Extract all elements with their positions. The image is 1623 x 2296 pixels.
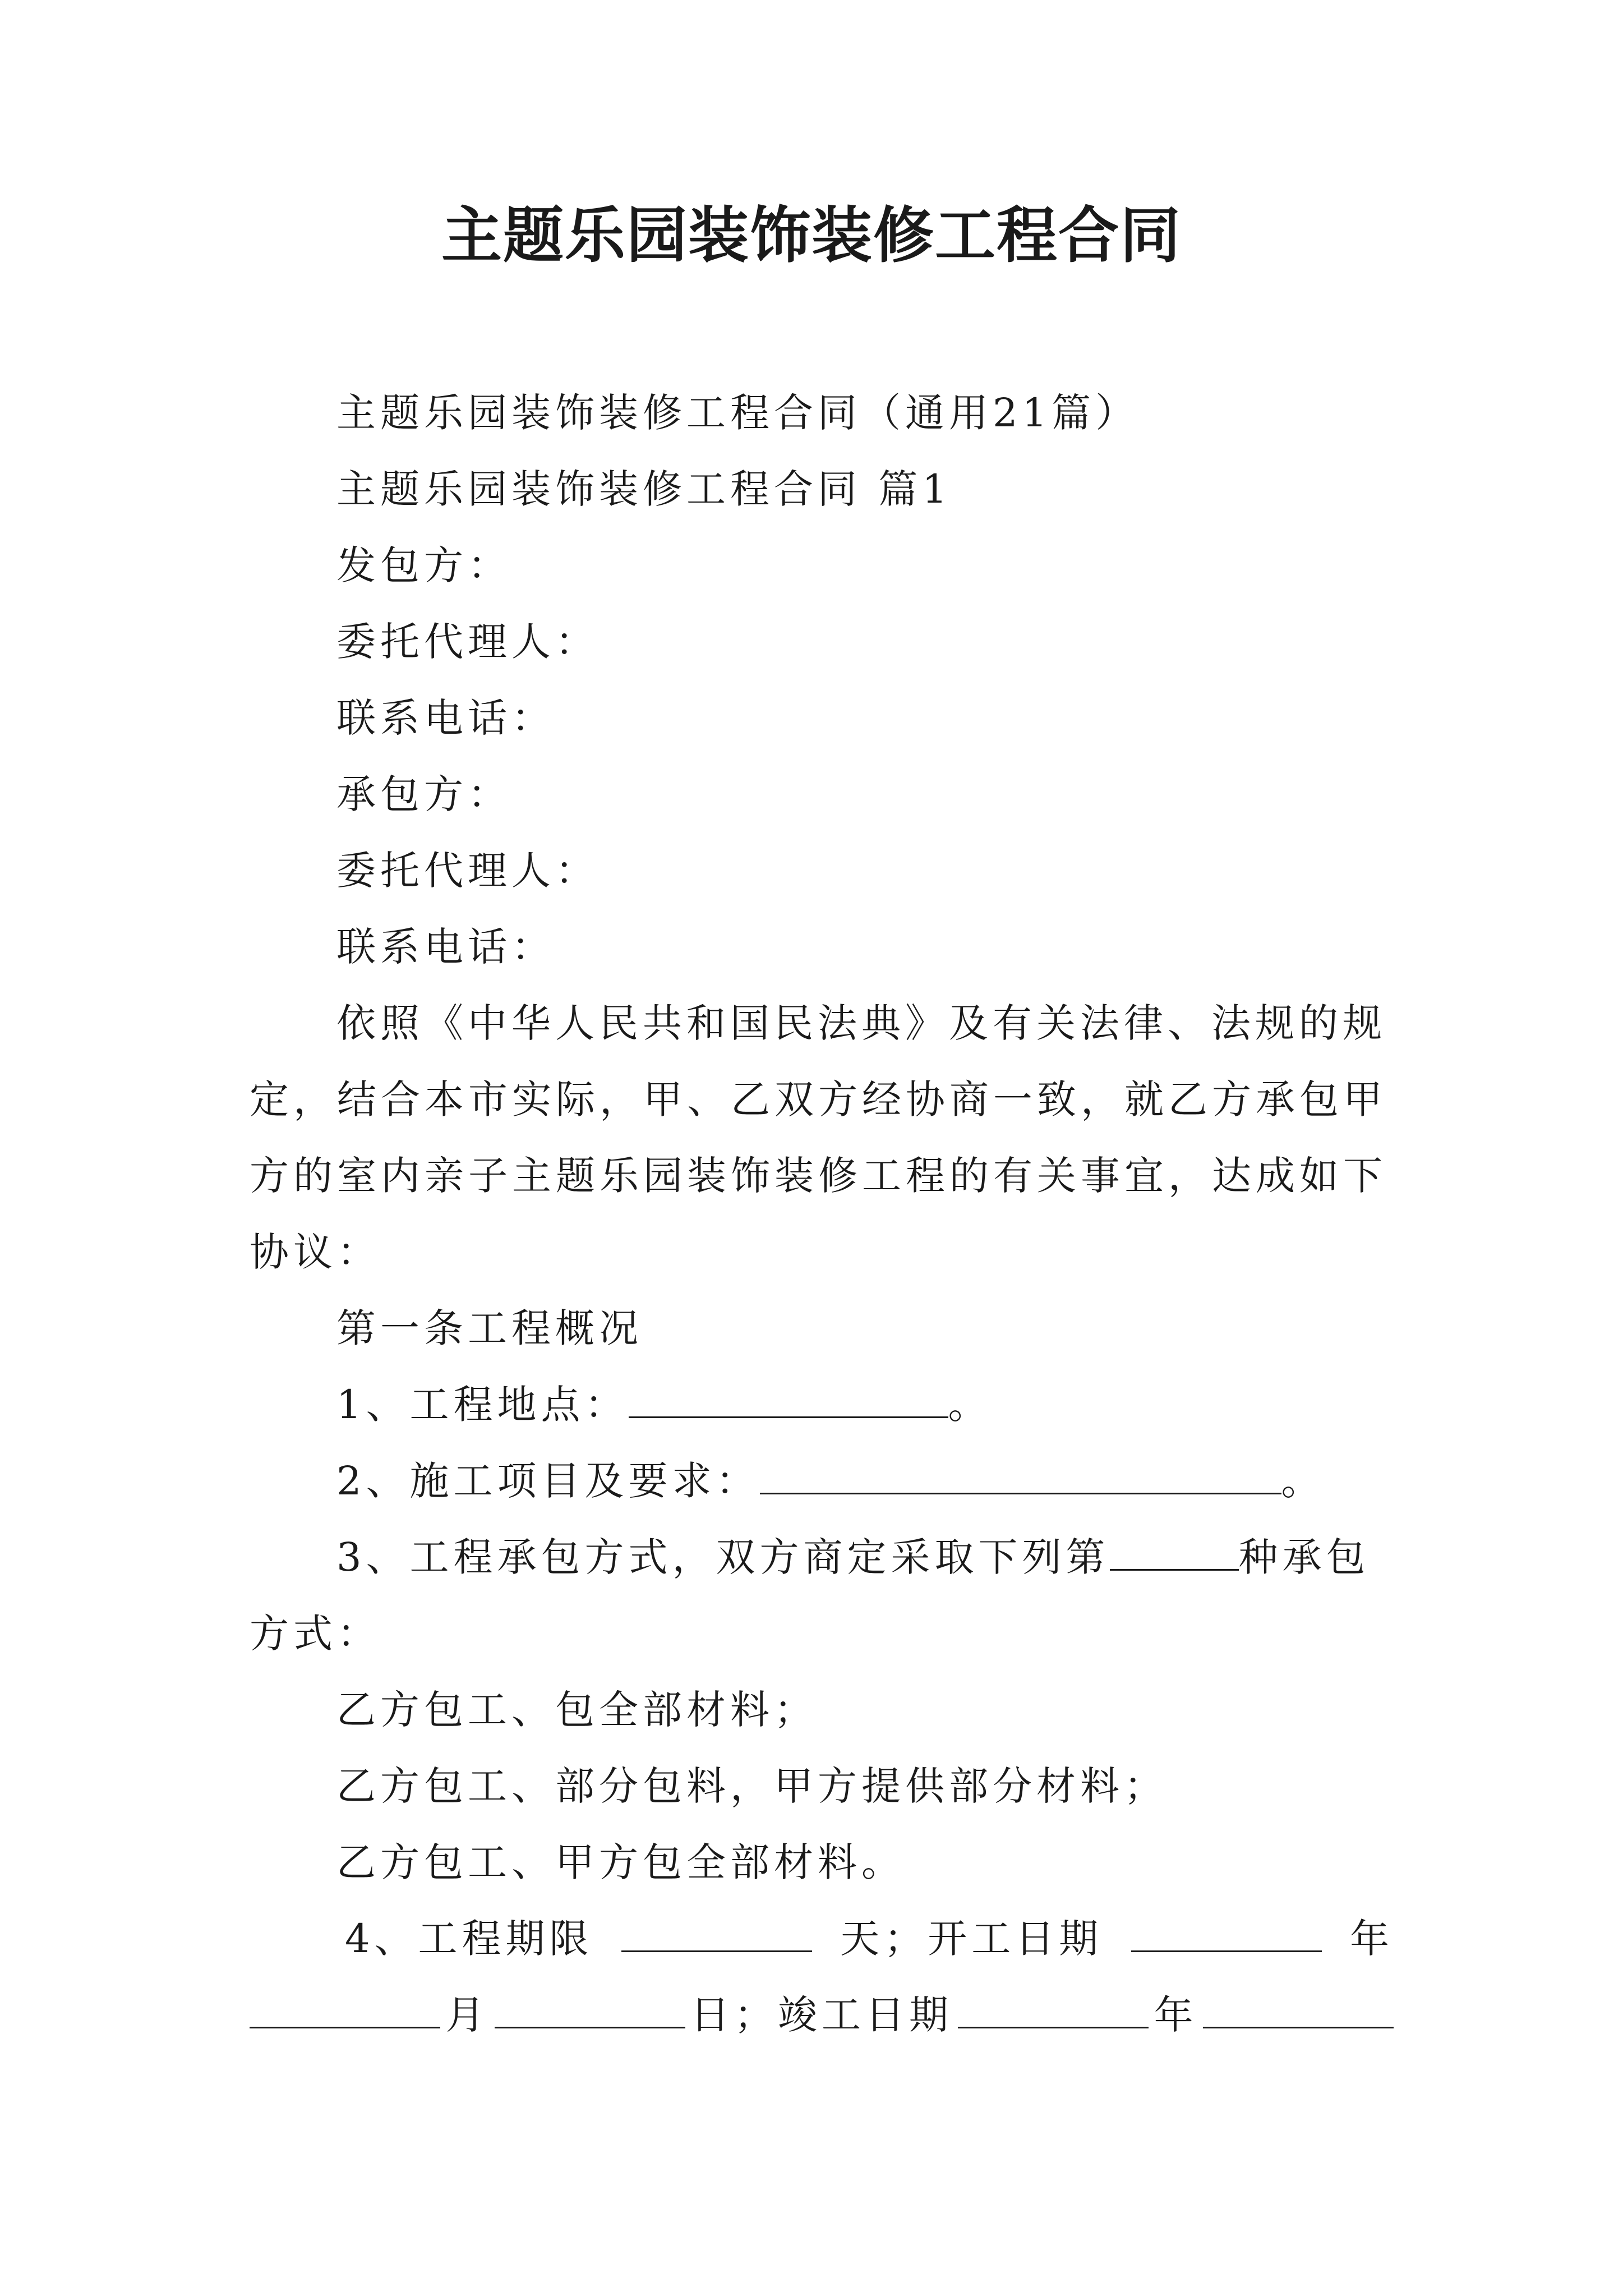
preamble-line-4: 协议： xyxy=(250,1229,381,1275)
mode-option-3: 乙方包工、甲方包全部材料。 xyxy=(336,1839,905,1885)
document-body xyxy=(250,375,1394,2053)
party-a-label: 发包方： xyxy=(336,542,511,588)
preamble-line-1: 依照《中华人民共和国民法典》及有关法律、法规的规 xyxy=(336,1000,1386,1046)
party-b-agent-label: 委托代理人： xyxy=(336,848,599,894)
start-month-blank[interactable] xyxy=(250,1992,440,2028)
mode-option-1: 乙方包工、包全部材料； xyxy=(336,1687,818,1733)
item-3-part1: 3、工程承包方式，双方商定采取下列第 xyxy=(336,1534,1110,1580)
item-4-day-1: 日；竣工日期 xyxy=(690,1992,953,2038)
document-subtitle: 主题乐园装饰装修工程合同（通用21篇） xyxy=(336,390,1140,436)
location-blank[interactable] xyxy=(629,1382,948,1418)
project-blank[interactable] xyxy=(760,1458,1281,1494)
item-2-end: 。 xyxy=(1281,1458,1325,1504)
item-4-line-1 xyxy=(250,1901,1394,1977)
party-b-phone-label: 联系电话： xyxy=(336,924,555,970)
item-1-end: 。 xyxy=(948,1382,992,1428)
item-2-text: 2、施工项目及要求： xyxy=(336,1458,760,1504)
item-3-part2: 种承包 xyxy=(1238,1534,1370,1580)
item-4-year-1: 年 xyxy=(1349,1916,1394,1962)
days-blank[interactable] xyxy=(621,1916,812,1952)
start-day-blank[interactable] xyxy=(495,1992,685,2028)
party-b-label: 承包方： xyxy=(336,771,511,817)
article-1-heading: 第一条工程概况 xyxy=(336,1305,643,1351)
mode-blank[interactable] xyxy=(1110,1534,1239,1571)
document-title: 主题乐园装饰装修工程合同 xyxy=(441,200,1182,271)
item-4-year-2: 年 xyxy=(1154,1992,1198,2038)
item-3-line xyxy=(250,1519,1394,1595)
end-month-blank[interactable] xyxy=(1203,1992,1394,2028)
section-heading: 主题乐园装饰装修工程合同 篇1 xyxy=(336,466,952,512)
item-4-days: 天；开工日期 xyxy=(840,1916,1103,1962)
item-1-line xyxy=(250,1366,1394,1443)
item-4-line-2 xyxy=(250,1977,1394,2053)
item-4-month-1: 月 xyxy=(445,1992,490,2038)
party-a-phone-label: 联系电话： xyxy=(336,695,555,741)
preamble-line-2: 定，结合本市实际，甲、乙双方经协商一致，就乙方承包甲 xyxy=(250,1076,1387,1122)
item-4-prefix: 4、工程期限 xyxy=(345,1916,593,1962)
start-year-blank[interactable] xyxy=(1131,1916,1322,1952)
item-1-text: 1、工程地点： xyxy=(336,1382,629,1428)
party-a-agent-label: 委托代理人： xyxy=(336,619,599,665)
mode-option-2: 乙方包工、部分包料，甲方提供部分材料； xyxy=(336,1763,1168,1809)
preamble-line-3: 方的室内亲子主题乐园装饰装修工程的有关事宜，达成如下 xyxy=(250,1153,1387,1199)
item-2-line xyxy=(250,1443,1394,1519)
end-year-fill-blank[interactable] xyxy=(958,1992,1149,2028)
item-3-line-2: 方式： xyxy=(250,1611,381,1657)
